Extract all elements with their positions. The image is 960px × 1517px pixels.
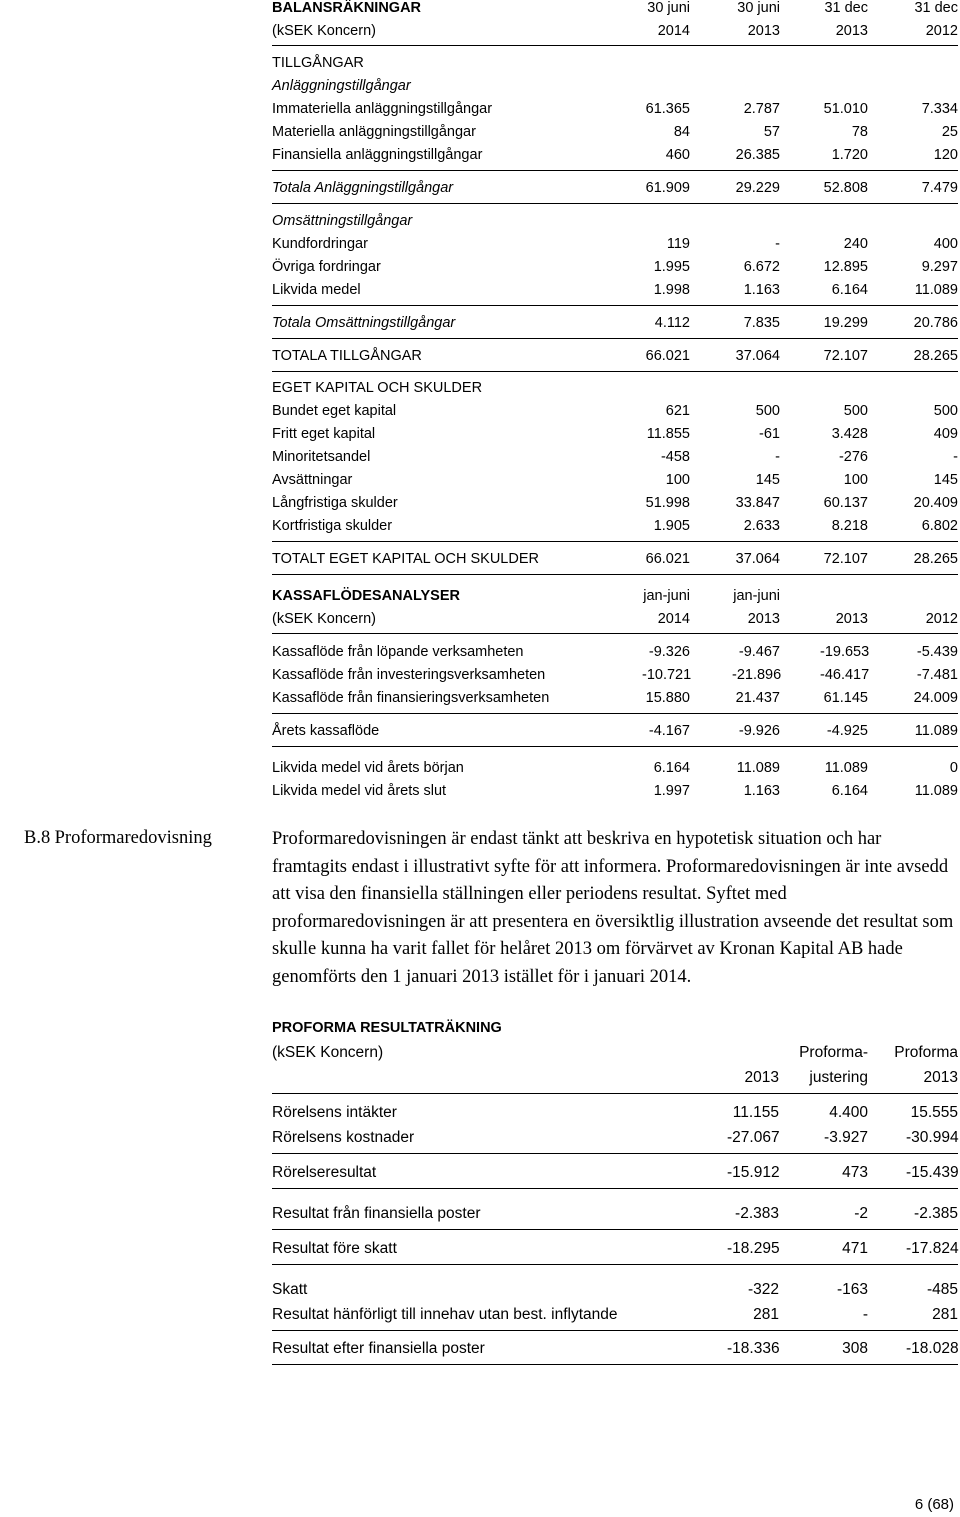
row-label: Resultat före skatt — [272, 1240, 397, 1257]
cell: 6.802 — [921, 518, 958, 534]
col-year: 2012 — [925, 23, 958, 39]
row-label: Rörelsens intäkter — [272, 1104, 397, 1121]
total-row — [272, 180, 958, 202]
cell: 52.808 — [823, 180, 868, 196]
cell: 119 — [666, 236, 690, 252]
divider — [272, 45, 958, 46]
col-year: 2014 — [657, 23, 690, 39]
row-label: Kortfristiga skulder — [272, 518, 393, 534]
cell: 7.835 — [743, 315, 780, 331]
row-label: Finansiella anläggningstillgångar — [272, 147, 483, 163]
cell: 471 — [842, 1240, 868, 1257]
section-title: Proformaredovisning — [54, 828, 212, 848]
balance-title: BALANSRÄKNINGAR — [272, 0, 422, 16]
cell: 1.720 — [831, 147, 868, 163]
row-label: Totala Anläggningstillgångar — [272, 180, 454, 196]
cell: 500 — [843, 403, 868, 419]
cell: 61.365 — [645, 101, 690, 117]
section-heading — [272, 380, 958, 402]
cell: -46.417 — [820, 667, 870, 683]
cell: -9.926 — [738, 723, 780, 739]
cell: 15.880 — [645, 690, 690, 706]
row-label: Immateriella anläggningstillgångar — [272, 101, 493, 117]
col-top: 30 juni — [647, 0, 690, 16]
table-row — [272, 667, 958, 689]
cell: 2.633 — [743, 518, 780, 534]
cell: -30.994 — [906, 1129, 959, 1146]
cell: 6.672 — [743, 259, 780, 275]
cell: -21.896 — [732, 667, 782, 683]
cell: 1.998 — [653, 282, 690, 298]
divider — [272, 203, 958, 204]
col-year: 2014 — [657, 611, 690, 627]
cell: 7.479 — [921, 180, 958, 196]
cell: -2 — [854, 1205, 868, 1222]
cell: 2.787 — [743, 101, 780, 117]
table-row — [272, 495, 958, 517]
cell: 72.107 — [823, 348, 868, 364]
cashflow-unit-row — [272, 611, 958, 633]
cell: 8.218 — [831, 518, 868, 534]
cell: 84 — [673, 124, 690, 140]
cell: 11.855 — [646, 426, 690, 442]
cell: -9.467 — [738, 644, 780, 660]
cell: - — [775, 449, 780, 465]
proforma-title-row — [272, 1020, 958, 1044]
col-bottom: 2013 — [923, 1069, 958, 1086]
cell: 51.998 — [645, 495, 690, 511]
cell: 33.847 — [735, 495, 780, 511]
row-label: Övriga fordringar — [272, 259, 381, 275]
row-label: Likvida medel — [272, 282, 361, 298]
cell: 28.265 — [913, 551, 958, 567]
cell: 60.137 — [823, 495, 868, 511]
col-top: 31 dec — [824, 0, 868, 16]
cell: 1.905 — [653, 518, 690, 534]
row-label: Skatt — [272, 1281, 308, 1298]
cell: -4.925 — [826, 723, 868, 739]
cell: 37.064 — [735, 348, 780, 364]
table-row — [272, 1240, 958, 1264]
table-row — [272, 760, 958, 782]
table-row — [272, 101, 958, 123]
ek-heading: EGET KAPITAL OCH SKULDER — [272, 380, 483, 396]
table-row — [272, 1104, 958, 1128]
table-row — [272, 403, 958, 425]
row-label: Årets kassaflöde — [272, 723, 380, 739]
divider — [272, 1229, 958, 1230]
col-year: 2012 — [925, 611, 958, 627]
total-row — [272, 348, 958, 370]
table-row — [272, 236, 958, 258]
cell: -15.439 — [906, 1164, 959, 1181]
proforma-header-row — [272, 1044, 958, 1068]
cashflow-header-row — [272, 588, 958, 610]
cell: - — [862, 1306, 868, 1323]
divider — [272, 713, 958, 714]
col-year: 2013 — [747, 611, 780, 627]
row-label: Likvida medel vid årets början — [272, 760, 464, 776]
cell: 78 — [851, 124, 868, 140]
anl-heading: Anläggningstillgångar — [272, 78, 411, 94]
cell: 61.145 — [823, 690, 868, 706]
row-label: Bundet eget kapital — [272, 403, 397, 419]
col-top: 30 juni — [737, 0, 780, 16]
col-top: Proforma — [894, 1044, 958, 1061]
row-label: Materiella anläggningstillgångar — [272, 124, 476, 140]
cell: 66.021 — [645, 551, 690, 567]
cell: 66.021 — [645, 348, 690, 364]
cell: - — [953, 449, 958, 465]
cell: 308 — [842, 1340, 868, 1357]
cell: 20.786 — [913, 315, 958, 331]
section-heading — [272, 55, 958, 77]
cell: 11.155 — [732, 1104, 779, 1121]
total-row — [272, 315, 958, 337]
cell: 15.555 — [910, 1104, 958, 1121]
table-row — [272, 472, 958, 494]
col-year: 2013 — [835, 611, 868, 627]
row-label: Långfristiga skulder — [272, 495, 398, 511]
cell: 21.437 — [735, 690, 780, 706]
divider — [272, 170, 958, 171]
table-row — [272, 426, 958, 448]
cell: -19.653 — [820, 644, 870, 660]
table-row — [272, 1129, 958, 1153]
cashflow-title: KASSAFLÖDESANALYSER — [272, 588, 460, 604]
balance-header-row — [272, 0, 958, 22]
row-label: Kassaflöde från investeringsverksamheten — [272, 667, 546, 683]
cell: -7.481 — [916, 667, 958, 683]
cell: 100 — [665, 472, 690, 488]
cell: 24.009 — [913, 690, 958, 706]
cell: 7.334 — [921, 101, 958, 117]
col-top: jan-juni — [733, 588, 780, 604]
cell: -322 — [747, 1281, 779, 1298]
cell: -17.824 — [906, 1240, 959, 1257]
divider — [272, 1093, 958, 1094]
row-label: Totala Omsättningstillgångar — [272, 315, 456, 331]
cell: - — [775, 236, 780, 252]
table-row — [272, 1164, 958, 1188]
table-row — [272, 259, 958, 281]
row-label: Fritt eget kapital — [272, 426, 376, 442]
row-label: Kassaflöde från finansieringsverksamheten — [272, 690, 550, 706]
cell: 11.089 — [824, 760, 868, 776]
cell: 25 — [941, 124, 958, 140]
cell: 9.297 — [921, 259, 958, 275]
cell: 28.265 — [913, 348, 958, 364]
cell: -15.912 — [727, 1164, 780, 1181]
row-label: Rörelsens kostnader — [272, 1129, 415, 1146]
cell: 120 — [933, 147, 958, 163]
cell: 0 — [949, 760, 958, 776]
cell: 1.163 — [743, 282, 780, 298]
cell: 409 — [933, 426, 958, 442]
cell: -485 — [926, 1281, 958, 1298]
section-subheading — [272, 213, 958, 235]
table-row — [272, 282, 958, 304]
cell: 11.089 — [736, 760, 780, 776]
col-top: Proforma- — [799, 1044, 868, 1061]
cell: 3.428 — [831, 426, 868, 442]
cell: 240 — [843, 236, 868, 252]
divider — [272, 1188, 958, 1189]
col-top: 31 dec — [914, 0, 958, 16]
cell: 4.112 — [654, 315, 690, 331]
col-bottom: 2013 — [744, 1069, 779, 1086]
cell: -10.721 — [642, 667, 692, 683]
cell: -163 — [836, 1281, 868, 1298]
divider — [272, 633, 958, 634]
row-label: Avsättningar — [272, 472, 353, 488]
total-row — [272, 551, 958, 573]
divider — [272, 541, 958, 542]
total-row — [272, 1340, 958, 1364]
cell: 1.997 — [653, 783, 690, 799]
cell: 37.064 — [735, 551, 780, 567]
cell: -4.167 — [648, 723, 690, 739]
table-row — [272, 147, 958, 169]
cell: -18.028 — [906, 1340, 959, 1357]
divider — [272, 1330, 958, 1331]
row-label: Kundfordringar — [272, 236, 368, 252]
cell: 145 — [933, 472, 958, 488]
cell: 51.010 — [823, 101, 868, 117]
row-label: Rörelseresultat — [272, 1164, 377, 1181]
cell: 11.089 — [914, 282, 958, 298]
divider — [272, 371, 958, 372]
row-label: TOTALT EGET KAPITAL OCH SKULDER — [272, 551, 539, 567]
cell: 26.385 — [735, 147, 780, 163]
table-row — [272, 1281, 958, 1305]
cell: 460 — [665, 147, 690, 163]
row-label: Resultat från finansiella poster — [272, 1205, 481, 1222]
row-label: TOTALA TILLGÅNGAR — [272, 348, 422, 364]
divider — [272, 1364, 958, 1365]
total-row — [272, 723, 958, 745]
cell: 473 — [842, 1164, 868, 1181]
cell: -458 — [660, 449, 690, 465]
section-body-text: Proformaredovisningen är endast tänkt att beskriva en hypotetisk situation och har framtagits endast i illustrativt syfte för att informera. Proformaredovisningen är inte avsedd att visa den finansiella ställningen eller periodens resultat. Syftet med proformaredovisningen är att presentera en översiktlig illustration avseende det resultat som skulle kunna ha varit fallet för helåret 2013 om förvärvet av Kronan Kapital AB hade genomförts den 1 januari 2013 istället för i januari 2014. — [272, 829, 954, 987]
cell: 12.895 — [823, 259, 868, 275]
cell: 500 — [933, 403, 958, 419]
cell: -276 — [838, 449, 868, 465]
cell: 100 — [843, 472, 868, 488]
tillgangar-heading: TILLGÅNGAR — [272, 55, 364, 71]
cell: -3.927 — [824, 1129, 868, 1146]
cell: -2.385 — [914, 1205, 958, 1222]
proforma-title: PROFORMA RESULTATRÄKNING — [272, 1020, 502, 1036]
divider — [272, 1264, 958, 1265]
cell: 4.400 — [829, 1104, 868, 1121]
divider — [272, 746, 958, 747]
cell: 6.164 — [831, 783, 868, 799]
divider — [272, 305, 958, 306]
balance-unit-row — [272, 23, 958, 45]
divider — [272, 574, 958, 575]
cell: 281 — [932, 1306, 958, 1323]
table-row — [272, 518, 958, 540]
section-subheading — [272, 78, 958, 100]
row-label: Kassaflöde från löpande verksamheten — [272, 644, 524, 660]
oms-heading: Omsättningstillgångar — [272, 213, 413, 229]
cell: -27.067 — [727, 1129, 780, 1146]
unit-label: (kSEK Koncern) — [272, 611, 376, 627]
cell: 61.909 — [645, 180, 690, 196]
row-label: Likvida medel vid årets slut — [272, 783, 447, 799]
unit-label: (kSEK Koncern) — [272, 1044, 384, 1061]
section-number: B.8 — [24, 828, 51, 848]
table-row — [272, 783, 958, 805]
cell: 29.229 — [735, 180, 780, 196]
section-heading-b8 — [24, 828, 212, 849]
table-row — [272, 690, 958, 712]
cell: 1.163 — [743, 783, 780, 799]
col-year: 2013 — [835, 23, 868, 39]
cell: -5.439 — [916, 644, 958, 660]
table-row — [272, 644, 958, 666]
col-bottom: justering — [809, 1069, 868, 1086]
row-label: Minoritetsandel — [272, 449, 371, 465]
cell: 19.299 — [823, 315, 868, 331]
cell: 57 — [763, 124, 780, 140]
cell: 6.164 — [653, 760, 690, 776]
cell: 621 — [665, 403, 690, 419]
row-label: Resultat hänförligt till innehav utan best. inflytande — [272, 1306, 618, 1323]
proforma-header-row — [272, 1069, 958, 1093]
divider — [272, 1153, 958, 1154]
cell: 20.409 — [913, 495, 958, 511]
col-top: jan-juni — [643, 588, 690, 604]
cell: 281 — [753, 1306, 779, 1323]
cell: 400 — [933, 236, 958, 252]
table-row — [272, 1205, 958, 1229]
cell: -61 — [759, 426, 780, 442]
cell: 145 — [755, 472, 780, 488]
unit-label: (kSEK Koncern) — [272, 23, 376, 39]
cell: 72.107 — [823, 551, 868, 567]
row-label: Resultat efter finansiella poster — [272, 1340, 485, 1357]
col-year: 2013 — [747, 23, 780, 39]
cell: 6.164 — [831, 282, 868, 298]
cell: 1.995 — [653, 259, 690, 275]
cell: 500 — [755, 403, 780, 419]
cell: -2.383 — [735, 1205, 779, 1222]
page-number: 6 (68) — [914, 1496, 954, 1513]
divider — [272, 338, 958, 339]
table-row — [272, 124, 958, 146]
table-row — [272, 1306, 958, 1330]
cell: -18.336 — [727, 1340, 780, 1357]
cell: -9.326 — [648, 644, 690, 660]
table-row — [272, 449, 958, 471]
cell: 11.089 — [914, 723, 958, 739]
cell: -18.295 — [727, 1240, 780, 1257]
cell: 11.089 — [914, 783, 958, 799]
